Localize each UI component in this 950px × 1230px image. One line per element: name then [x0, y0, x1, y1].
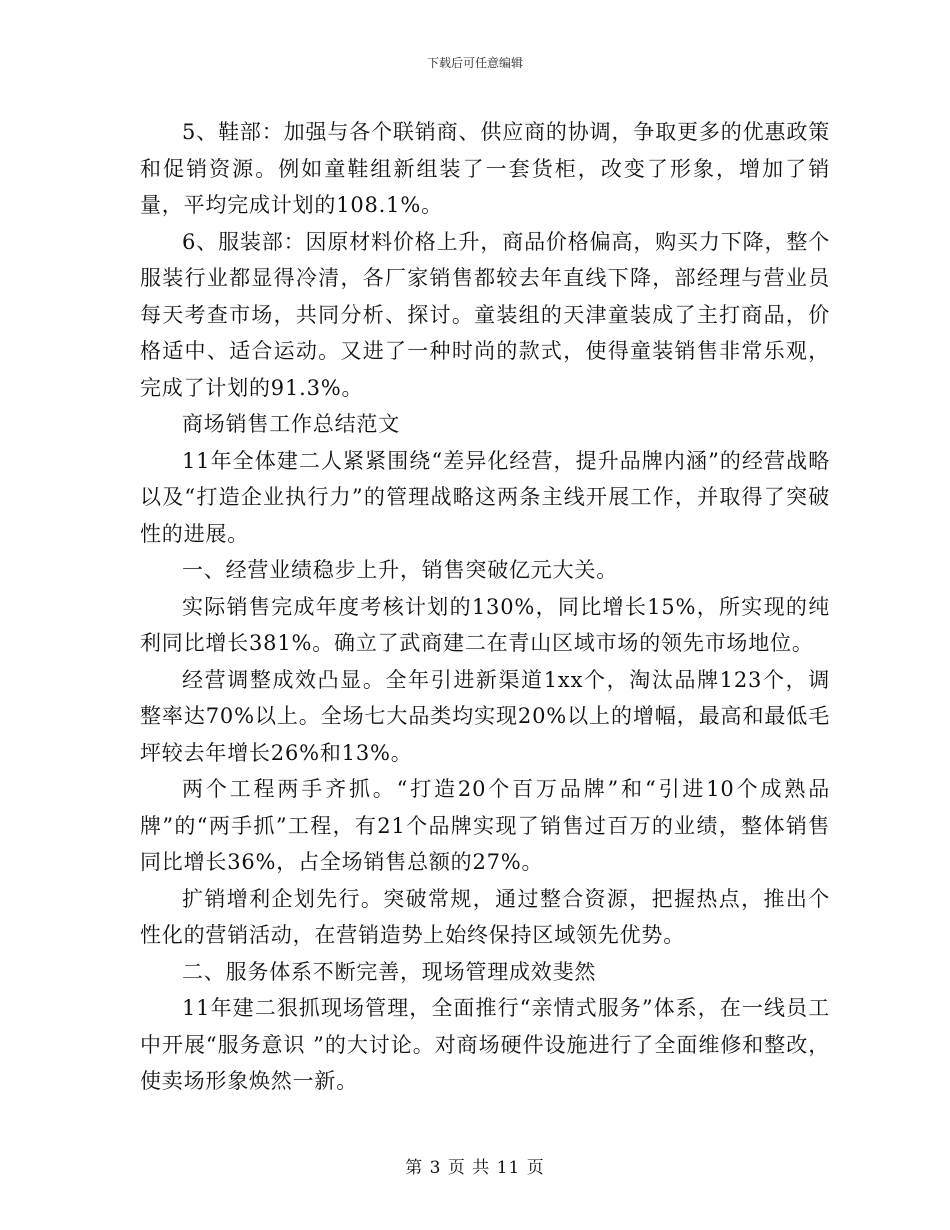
paragraph-marketing: 扩销增利企划先行。突破常规，通过整合资源，把握热点，推出个性化的营销活动，在营销造势上始终保持区域领先优势。	[140, 886, 830, 947]
paragraph-shoes-dept: 5、鞋部：加强与各个联销商、供应商的协调，争取更多的优惠政策和促销资源。例如童鞋组新组装了一套货柜，改变了形象，增加了销量，平均完成计划的108.1%。	[140, 120, 830, 217]
paragraph-clothing-dept: 6、服装部：因原材料价格上升，商品价格偏高，购买力下降，整个服装行业都显得冷清，各厂家销售都较去年直线下降，部经理与营业员每天考查市场，共同分析、探讨。童装组的天津童装成了主打商品，价格适中、适合运动。又进了一种时尚的款式，使得童装销售非常乐观，完成了计划的91.3%。	[140, 229, 830, 400]
heading-service: 二、服务体系不断完善，现场管理成效斐然	[182, 959, 597, 984]
paragraph-sales-plan: 实际销售完成年度考核计划的130%，同比增长15%，所实现的纯利同比增长381%。确立了武商建二在青山区域市场的领先市场地位。	[140, 594, 830, 655]
section-title: 商场销售工作总结范文	[182, 412, 400, 436]
heading-performance: 一、经营业绩稳步上升，销售突破亿元大关。	[182, 558, 618, 582]
paragraph-adjustment: 经营调整成效凸显。全年引进新渠道1xx个，淘汰品牌123个，调整率达70%以上。全场七大品类均实现20%以上的增幅，最高和最低毛坪较去年增长26%和13%。	[140, 667, 830, 765]
paragraph-two-projects: 两个工程两手齐抓。“打造20个百万品牌”和“引进10个成熟品牌”的“两手抓”工程，有21个品牌实现了销售过百万的业绩，整体销售同比增长36%，占全场销售总额的27%。	[140, 777, 830, 874]
page-header: 下载后可任意编辑	[426, 56, 523, 70]
paragraph-service: 11年建二狠抓现场管理，全面推行“亲情式服务”体系，在一线员工中开展“服务意识 ”的大讨论。对商场硬件设施进行了全面维修和整改，使卖场形象焕然一新。	[140, 996, 830, 1093]
paragraph-intro: 11年全体建二人紧紧围绕“差异化经营，提升品牌内涵”的经营战略以及“打造企业执行力”的管理战略这两条主线开展工作，并取得了突破性的进展。	[140, 448, 830, 546]
page-footer: 第 3 页 共 11 页	[405, 1158, 545, 1178]
document-body	[140, 114, 830, 1100]
